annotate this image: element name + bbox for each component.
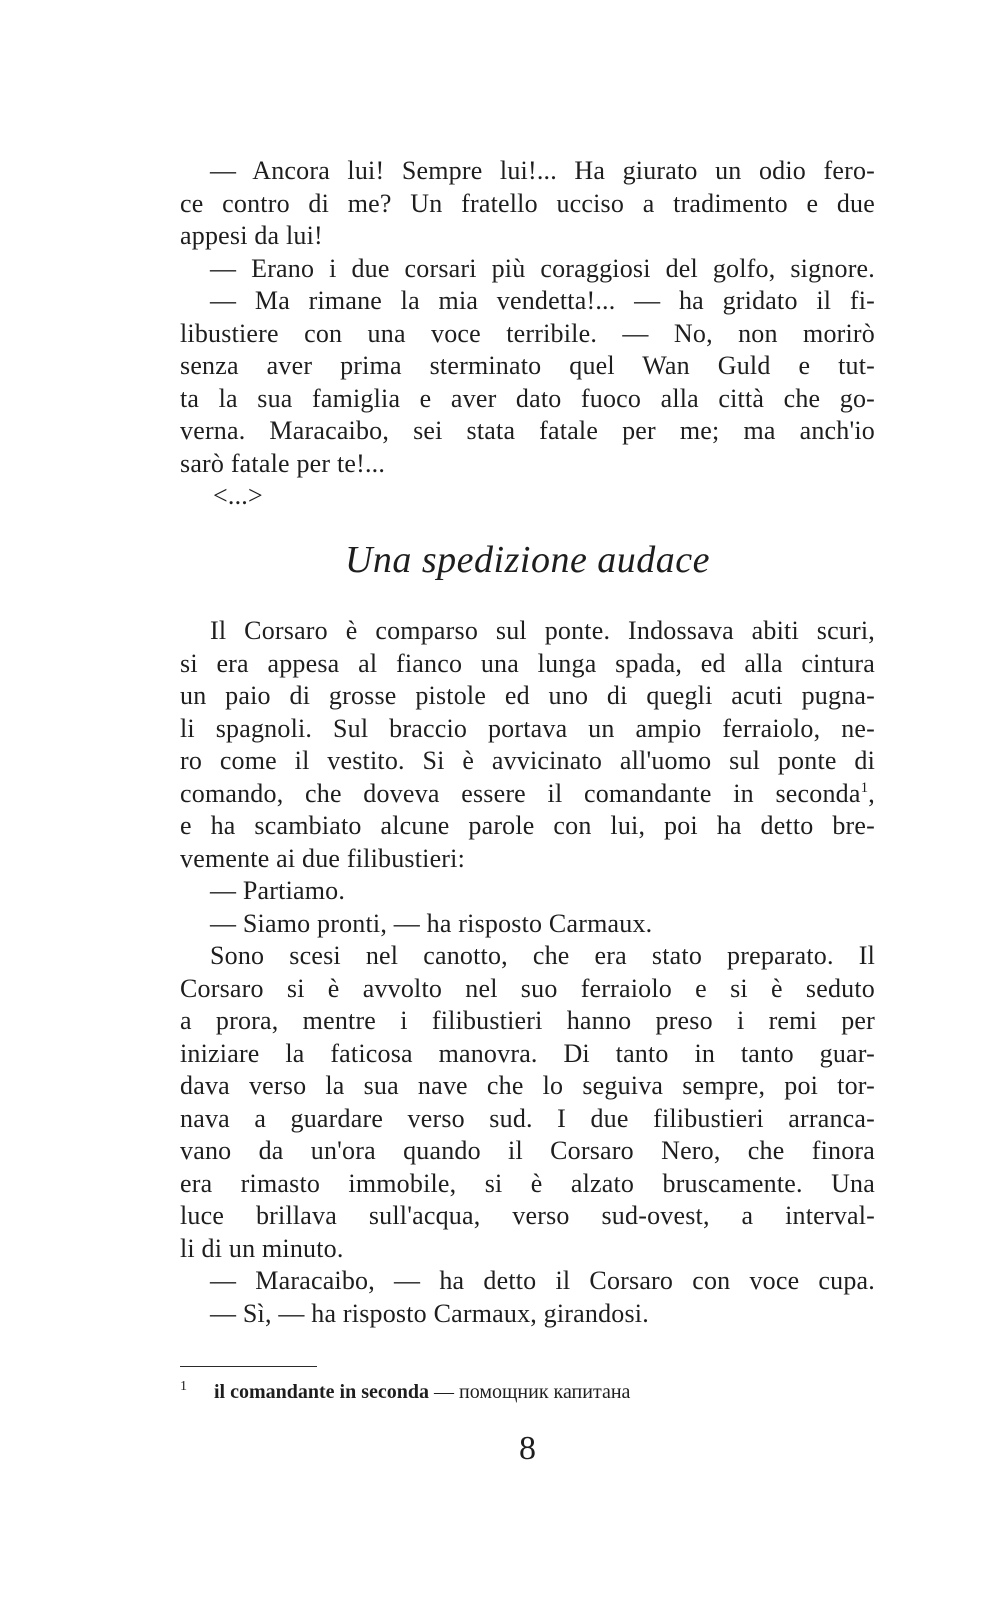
text-line: ta la sua famiglia e aver dato fuoco alla città che go- bbox=[180, 383, 875, 413]
omission-marker: <...> bbox=[213, 481, 263, 510]
text-line: ro come il vestito. Si è avvicinato all'uomo sul ponte di bbox=[180, 746, 875, 775]
footnote-divider bbox=[180, 1366, 317, 1367]
text-line: Corsaro si è avvolto nel suo ferraiolo e si è seduto bbox=[180, 973, 875, 1003]
text-line: si era appesa al fianco una lunga spada, ed alla cintura bbox=[180, 648, 875, 678]
text-line: appesi da lui! bbox=[180, 221, 323, 250]
text-line: comando, che doveva essere il comandante in seconda bbox=[180, 778, 861, 808]
footnote bbox=[180, 1372, 630, 1407]
text-line: dava verso la sua nave che lo seguiva sempre, poi tor- bbox=[180, 1071, 875, 1100]
dialogue-line: — Siamo pronti, — ha risposto Carmaux. bbox=[210, 908, 653, 938]
text-line: Il Corsaro è comparso sul ponte. Indossava abiti scuri, bbox=[210, 616, 875, 645]
text-line: sarò fatale per te!... bbox=[180, 448, 386, 478]
text-line: li spagnoli. Sul braccio portava un ampio ferraiolo, ne- bbox=[180, 713, 875, 743]
comma: , bbox=[868, 778, 875, 808]
dialogue-line: — Sì, — ha risposto Carmaux, girandosi. bbox=[210, 1298, 649, 1328]
text-line: senza aver prima sterminato quel Wan Guld e tut- bbox=[180, 351, 875, 380]
text-line: vano da un'ora quando il Corsaro Nero, che finora bbox=[180, 1136, 875, 1165]
text-block-opening bbox=[180, 155, 875, 513]
text-line: verna. Maracaibo, sei stata fatale per me; ma anch'io bbox=[180, 416, 875, 445]
text-line: Sono scesi nel canotto, che era stato preparato. Il bbox=[210, 941, 875, 970]
chapter-title: Una spedizione audace bbox=[344, 539, 711, 581]
text-line: nava a guardare verso sud. I due filibustieri arranca- bbox=[180, 1103, 875, 1133]
text-line: iniziare la faticosa manovra. Di tanto in tanto guar- bbox=[180, 1038, 875, 1068]
text-block-chapter bbox=[180, 615, 875, 1330]
dialogue-line: — Maracaibo, — ha detto il Corsaro con voce cupa. bbox=[210, 1266, 875, 1295]
text-line: — Ancora lui! Sempre lui!... Ha giurato un odio fero- bbox=[210, 156, 875, 185]
text-line: vemente ai due filibustieri: bbox=[180, 843, 466, 873]
footnote-separator: — bbox=[429, 1381, 460, 1403]
dialogue-line: — Partiamo. bbox=[210, 876, 346, 905]
text-line: ce contro di me? Un fratello ucciso a tradimento e due bbox=[180, 188, 875, 218]
text-line: — Ma rimane la mia vendetta!... — ha gridato il fi- bbox=[210, 286, 875, 315]
footnote-term: il comandante in seconda bbox=[214, 1381, 430, 1403]
page-number: 8 bbox=[519, 1430, 536, 1467]
text-line: a prora, mentre i filibustieri hanno preso i remi per bbox=[180, 1006, 875, 1035]
text-line: libustiere con una voce terribile. — No, non morirò bbox=[180, 318, 875, 348]
footnote-translation: помощник капитана bbox=[459, 1381, 631, 1403]
text-line: — Erano i due corsari più coraggiosi del golfo, signore. bbox=[210, 253, 875, 283]
text-line: un paio di grosse pistole ed uno di quegli acuti pugna- bbox=[180, 681, 875, 710]
text-line: era rimasto immobile, si è alzato bruscamente. Una bbox=[180, 1168, 875, 1198]
footnote-number: 1 bbox=[180, 1379, 187, 1394]
text-line: li di un minuto. bbox=[180, 1233, 344, 1263]
footnote-reference[interactable]: 1 bbox=[860, 779, 869, 796]
text-line: luce brillava sull'acqua, verso sud-ovest, a interval- bbox=[180, 1201, 875, 1230]
text-line: e ha scambiato alcune parole con lui, poi ha detto bre- bbox=[180, 811, 875, 840]
text-line-with-footnote bbox=[180, 778, 875, 811]
